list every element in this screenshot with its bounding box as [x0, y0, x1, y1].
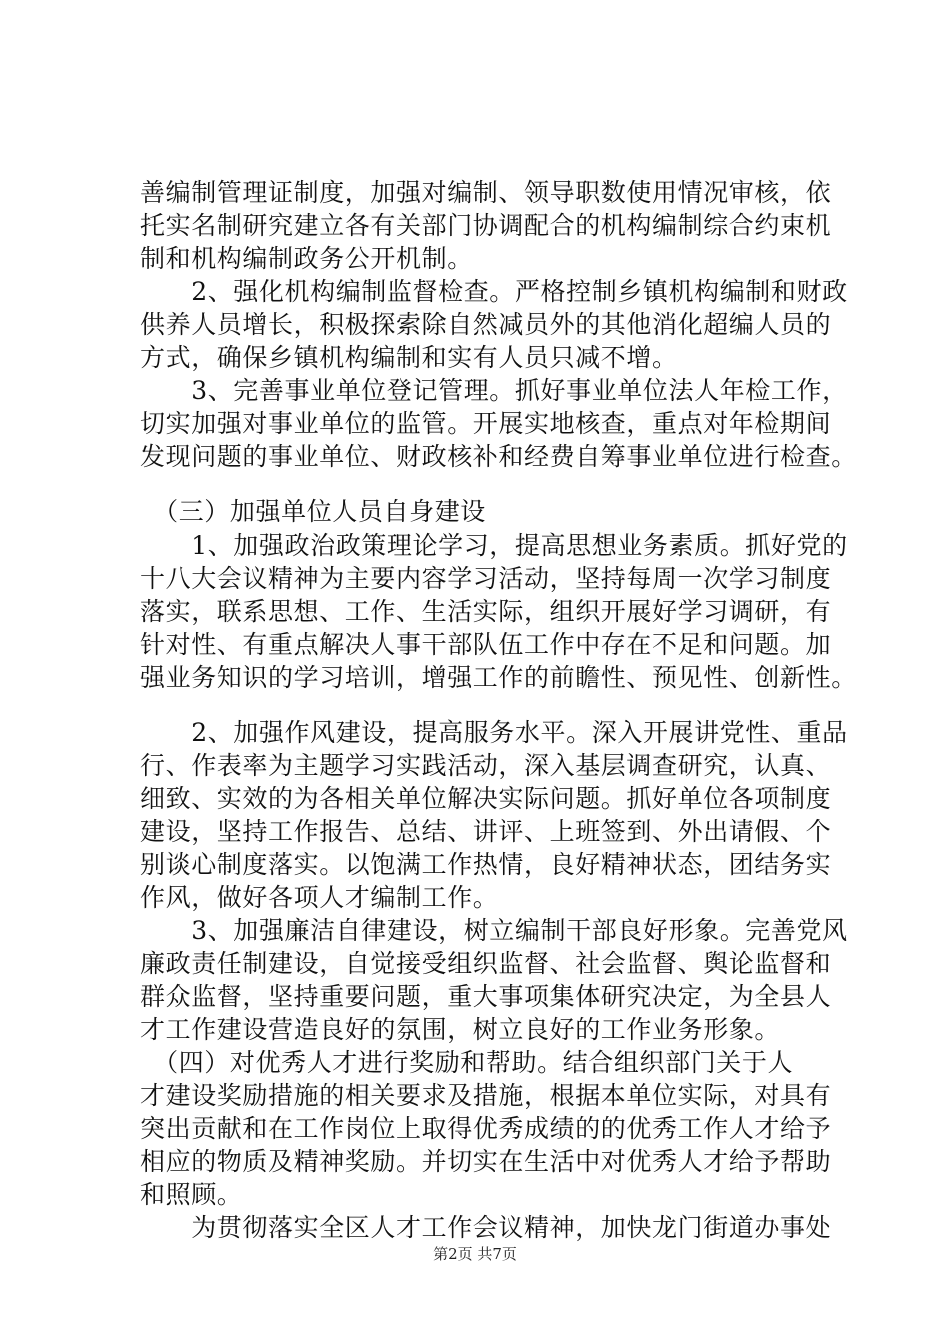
text-line: 作风，做好各项人才编制工作。 [140, 883, 499, 912]
text-line: 供养人员增长，积极探索除自然减员外的其他消化超编人员的 [140, 310, 832, 339]
text-line: 群众监督，坚持重要问题，重大事项集体研究决定，为全县人 [140, 982, 832, 1011]
text-line: 强业务知识的学习培训，增强工作的前瞻性、预见性、创新性。 [140, 663, 857, 692]
section-heading: （四）对优秀人才进行奖励和帮助。结合组织部门关于人 [140, 1048, 794, 1077]
text-line: 2、强化机构编制监督检查。严格控制乡镇机构编制和财政 [140, 277, 848, 306]
text-line: 2、加强作风建设，提高服务水平。深入开展讲党性、重品 [140, 718, 848, 747]
text-line: 为贯彻落实全区人才工作会议精神，加快龙门街道办事处 [140, 1213, 832, 1242]
text-line: 建设，坚持工作报告、总结、讲评、上班签到、外出请假、个 [140, 817, 832, 846]
section-heading: （三）加强单位人员自身建设 [140, 497, 486, 526]
text-line: 针对性、有重点解决人事干部队伍工作中存在不足和问题。加 [140, 630, 832, 659]
text-line: 3、加强廉洁自律建设，树立编制干部良好形象。完善党风 [140, 916, 848, 945]
text-line: 制和机构编制政务公开机制。 [140, 244, 473, 273]
text-line: 相应的物质及精神奖励。并切实在生活中对优秀人才给予帮助 [140, 1147, 832, 1176]
text-line: 托实名制研究建立各有关部门协调配合的机构编制综合约束机 [140, 211, 832, 240]
text-line: 1、加强政治政策理论学习，提高思想业务素质。抓好党的 [140, 531, 848, 560]
text-line: 细致、实效的为各相关单位解决实际问题。抓好单位各项制度 [140, 784, 832, 813]
text-line: 3、完善事业单位登记管理。抓好事业单位法人年检工作， [140, 376, 848, 405]
text-line: 方式，确保乡镇机构编制和实有人员只减不增。 [140, 343, 678, 372]
text-line: 善编制管理证制度，加强对编制、领导职数使用情况审核，依 [140, 178, 832, 207]
page-number-footer: 第2页 共7页 [433, 1245, 517, 1263]
text-line: 才工作建设营造良好的氛围，树立良好的工作业务形象。 [140, 1015, 781, 1044]
text-line: 才建设奖励措施的相关要求及措施，根据本单位实际，对具有 [140, 1081, 832, 1110]
text-line: 十八大会议精神为主要内容学习活动，坚持每周一次学习制度 [140, 564, 832, 593]
text-line: 发现问题的事业单位、财政核补和经费自筹事业单位进行检查。 [140, 442, 857, 471]
text-line: 突出贡献和在工作岗位上取得优秀成绩的的优秀工作人才给予 [140, 1114, 832, 1143]
text-line: 别谈心制度落实。以饱满工作热情，良好精神状态，团结务实 [140, 850, 832, 879]
text-line: 行、作表率为主题学习实践活动，深入基层调查研究，认真、 [140, 751, 832, 780]
text-line: 落实，联系思想、工作、生活实际，组织开展好学习调研，有 [140, 597, 832, 626]
text-line: 和照顾。 [140, 1180, 243, 1209]
text-line: 廉政责任制建设，自觉接受组织监督、社会监督、舆论监督和 [140, 949, 832, 978]
text-line: 切实加强对事业单位的监管。开展实地核查，重点对年检期间 [140, 409, 832, 438]
